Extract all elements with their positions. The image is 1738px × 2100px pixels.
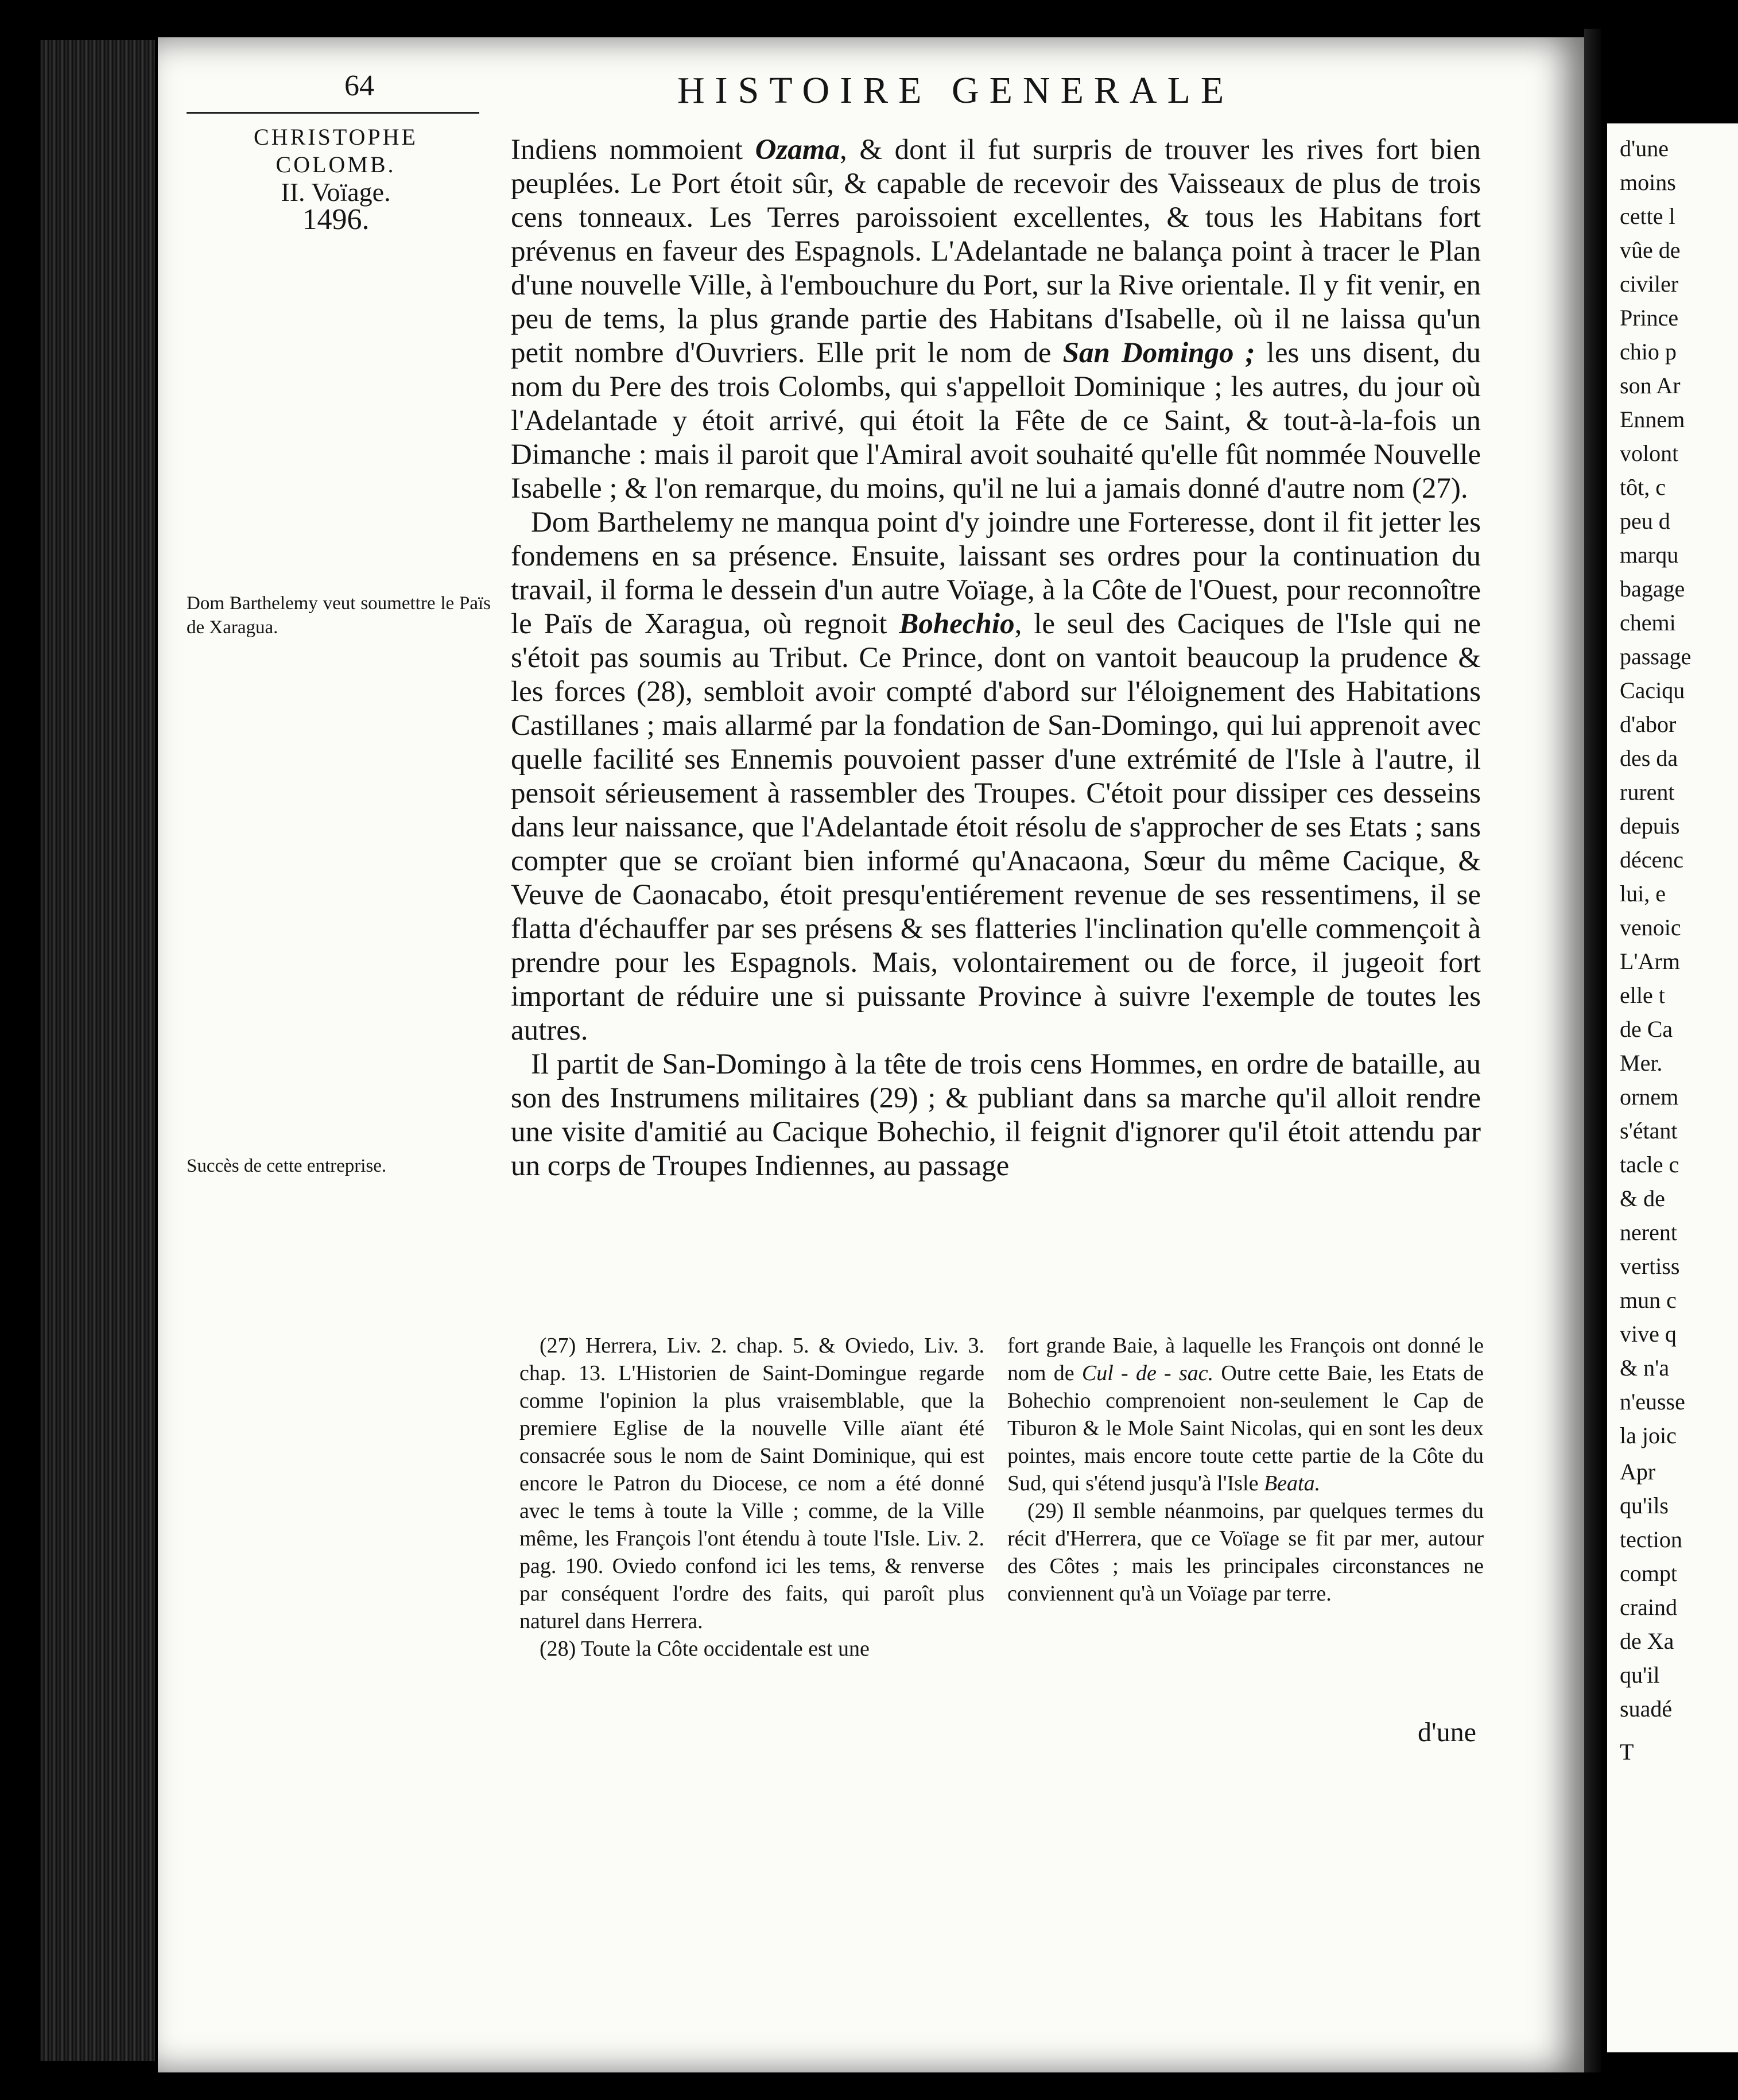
facing-page-line: nerent bbox=[1620, 1219, 1677, 1245]
emphasis: Bohechio bbox=[899, 608, 1015, 640]
facing-page-line: des da bbox=[1620, 745, 1678, 771]
facing-page-line: la joic bbox=[1620, 1423, 1677, 1448]
facing-page-line: & n'a bbox=[1620, 1355, 1670, 1381]
facing-page-line: Mer. bbox=[1620, 1050, 1663, 1076]
facing-page-line: vûe de bbox=[1620, 237, 1681, 263]
facing-page-line: vertiss bbox=[1620, 1253, 1680, 1279]
facing-page-line: décenc bbox=[1620, 847, 1684, 873]
facing-page-line: lui, e bbox=[1620, 881, 1666, 906]
footnote-28-start: (28) Toute la Côte occidentale est une bbox=[540, 1637, 870, 1661]
emphasis: Cul - de - sac. bbox=[1081, 1361, 1214, 1385]
facing-page-line: Ennem bbox=[1620, 406, 1685, 432]
text-run: , & dont il fut surpris de trouver les rives fort bien peuplées. Le Port étoit sûr, & capable de recevoir des Vaisseaux de plus de trois cens tonneaux. Les Terres paroissoient excellentes, & tous les Habitans fort prévenus en faveur des Espagnols. L'Adelantade ne balança point à tracer le Plan d'une nouvelle Ville, à l'embouchure du Port, sur la Rive orientale. Il y fit venir, en peu de tems, la plus grande partie des Habitans d'Isabelle, où il ne laissa qu'un petit nombre d'Ouvriers. Elle prit le nom de bbox=[511, 134, 1481, 369]
facing-page-line: son Ar bbox=[1620, 373, 1681, 398]
text-run: Indiens nommoient bbox=[511, 134, 755, 166]
facing-page-line: depuis bbox=[1620, 813, 1680, 839]
facing-page-line: tôt, c bbox=[1620, 474, 1666, 500]
footnotes-right-column bbox=[1007, 1332, 1484, 1607]
facing-page-line: chemi bbox=[1620, 610, 1676, 636]
facing-page-line: peu d bbox=[1620, 508, 1670, 534]
margin-note-year: 1496. bbox=[302, 203, 370, 236]
facing-page-line: de Ca bbox=[1620, 1016, 1673, 1042]
facing-page-line: passage bbox=[1620, 644, 1692, 669]
margin-note-line: COLOMB. bbox=[276, 152, 396, 177]
facing-page-line: suadé bbox=[1620, 1696, 1673, 1722]
facing-page-line: venoic bbox=[1620, 915, 1681, 940]
facing-page-line: tacle c bbox=[1620, 1152, 1679, 1177]
facing-page-line: volont bbox=[1620, 440, 1679, 466]
facing-page-fragment bbox=[1607, 123, 1738, 2052]
page-number: 64 bbox=[344, 69, 374, 102]
facing-page-line: marqu bbox=[1620, 542, 1679, 568]
facing-page-line: vive q bbox=[1620, 1321, 1677, 1347]
facing-page-line: bagage bbox=[1620, 576, 1685, 602]
text-run: fort grande Baie, à laquelle les François ont donné le nom de bbox=[1007, 1334, 1484, 1385]
page-gutter-shadow bbox=[1584, 29, 1601, 2072]
text-run: Dom Barthelemy ne manqua point d'y joindre une Forteresse, dont il fit jetter les fondemens en sa présence. Ensuite, laissant ses ordres pour la continuation du travail, il forma le dessein d'un autre Voïage, à la Côte de l'Ouest, pour reconnoître le Païs de Xaragua, où regnoit bbox=[511, 506, 1481, 640]
facing-page-line: compt bbox=[1620, 1560, 1677, 1586]
facing-page-line: Apr bbox=[1620, 1459, 1656, 1485]
facing-page-line: civiler bbox=[1620, 271, 1679, 297]
emphasis: Ozama bbox=[755, 134, 840, 166]
margin-note-line: CHRISTOPHE bbox=[254, 124, 418, 150]
facing-page-line: rurent bbox=[1620, 779, 1675, 805]
facing-page-line: L'Arm bbox=[1620, 948, 1680, 974]
margin-note-chapter bbox=[187, 123, 485, 234]
facing-page-line: elle t bbox=[1620, 982, 1665, 1008]
facing-page-line: Caciqu bbox=[1620, 677, 1685, 703]
facing-page-line: qu'ils bbox=[1620, 1493, 1669, 1518]
paragraph: Il partit de San-Domingo à la tête de trois cens Hommes, en ordre de bataille, au son des Instrumens militaires (29) ; & publiant dans sa marche qu'il alloit rendre une visite d'amitié au Cacique Bohechio, il feignit d'ignorer qu'il étoit attendu par un corps de Troupes Indiennes, au passage bbox=[511, 1048, 1481, 1182]
main-text bbox=[511, 133, 1481, 1183]
facing-page-line: Prince bbox=[1620, 305, 1679, 331]
margin-note-xaragua: Dom Barthelemy veut soumettre le Païs de Xaragua. bbox=[187, 593, 491, 638]
header-rule bbox=[187, 112, 479, 114]
facing-page-line: de Xa bbox=[1620, 1628, 1674, 1654]
catchword: d'une bbox=[1418, 1717, 1476, 1748]
margin-note-line: II. Voïage. bbox=[281, 177, 391, 207]
facing-page-line: tection bbox=[1620, 1526, 1682, 1552]
facing-page-line: n'eusse bbox=[1620, 1389, 1685, 1415]
text-run: , le seul des Caciques de l'Isle qui ne s'étoit pas soumis au Tribut. Ce Prince, dont on vantoit beaucoup la prudence & les forces (28), sembloit avoir compté d'abord sur l'éloignement des Habitations Castillanes ; mais allarmé par la fondation de San-Domingo, qui lui apprenoit avec quelle facilité ses Ennemis pouvoient passer d'une extrémité de l'Isle à l'autre, il pensoit sérieusement à rassembler des Troupes. C'étoit pour dissiper ces desseins dans leur naissance, que l'Adelantade étoit résolu de s'approcher de ses Etats ; sans compter que se croïant bien informé qu'Anacaona, Sœur du même Cacique, & Veuve de Caonacabo, étoit presqu'entiérement revenue de ses ressentimens, il se flatta d'échauffer par ses présens & ses flatteries l'inclination qu'elle commençoit à prendre pour les Espagnols. Mais, volontairement ou de force, il jugeoit fort important de réduire une si puissante Province à suivre l'exemple de toutes les autres. bbox=[511, 608, 1481, 1047]
facing-page-line: craind bbox=[1620, 1594, 1677, 1620]
footnote-27: (27) Herrera, Liv. 2. chap. 5. & Oviedo, Liv. 3. chap. 13. L'Historien de Saint-Domingue regarde comme l'opinion la plus vraisemblable, que la premiere Eglise de la nouvelle Ville aïant été consacrée sous le nom de Saint Dominique, qui est encore le Patron du Diocese, ce nom a été donné avec le tems à toute la Ville ; comme, de la Ville même, les François l'ont étendu à toute l'Isle. Liv. 2. pag. 190. Oviedo confond ici les tems, & renverse par conséquent l'ordre des faits, qui paroît plus naturel dans Herrera. bbox=[519, 1334, 984, 1633]
book-spine bbox=[40, 40, 155, 2061]
facing-page-line: & de bbox=[1620, 1185, 1665, 1211]
paragraph bbox=[511, 133, 1481, 506]
facing-page-line: mun c bbox=[1620, 1287, 1677, 1313]
text-run: Outre cette Baie, les Etats de Bohechio comprenoient non-seulement le Cap de Tiburon & le Mole Saint Nicolas, qui en sont les deux pointes, mais encore toute cette partie de la Côte du Sud, qui s'étend jusqu'à l'Isle bbox=[1007, 1361, 1484, 1495]
facing-page-line: s'étant bbox=[1620, 1118, 1678, 1144]
facing-page-line: d'une bbox=[1620, 135, 1669, 161]
footnote-29: (29) Il semble néanmoins, par quelques termes du récit d'Herrera, que ce Voïage se fit par mer, autour des Côtes ; mais les principales circonstances ne conviennent qu'à un Voïage par terre. bbox=[1007, 1499, 1484, 1606]
facing-page-line: ornem bbox=[1620, 1084, 1679, 1110]
emphasis: Beata. bbox=[1263, 1471, 1321, 1495]
footnote-28-continued bbox=[1007, 1332, 1484, 1497]
facing-page-line: d'abor bbox=[1620, 711, 1677, 737]
facing-page-line: T bbox=[1620, 1739, 1634, 1765]
facing-page-line: chio p bbox=[1620, 339, 1677, 365]
facing-page-line: cette l bbox=[1620, 203, 1675, 229]
facing-page-line: moins bbox=[1620, 169, 1676, 195]
margin-note-success: Succès de cette entreprise. bbox=[187, 1156, 387, 1176]
paragraph bbox=[511, 506, 1481, 1048]
emphasis: San Domingo ; bbox=[1062, 337, 1255, 369]
text-run: les uns disent, du nom du Pere des trois Colombs, qui s'appelloit Dominique ; les autres, du jour où l'Adelantade y étoit arrivé, qui étoit la Fête de ce Saint, & tout-à-la-fois un Dimanche : mais il paroit que l'Amiral avoit souhaité qu'elle fût nommée Nouvelle Isabelle ; & l'on remarque, du moins, qu'il ne lui a jamais donné d'autre nom (27). bbox=[511, 337, 1481, 505]
footnotes-left-column bbox=[519, 1332, 984, 1663]
facing-page-line: qu'il bbox=[1620, 1662, 1660, 1688]
running-title: HISTOIRE GENERALE bbox=[677, 69, 1235, 111]
